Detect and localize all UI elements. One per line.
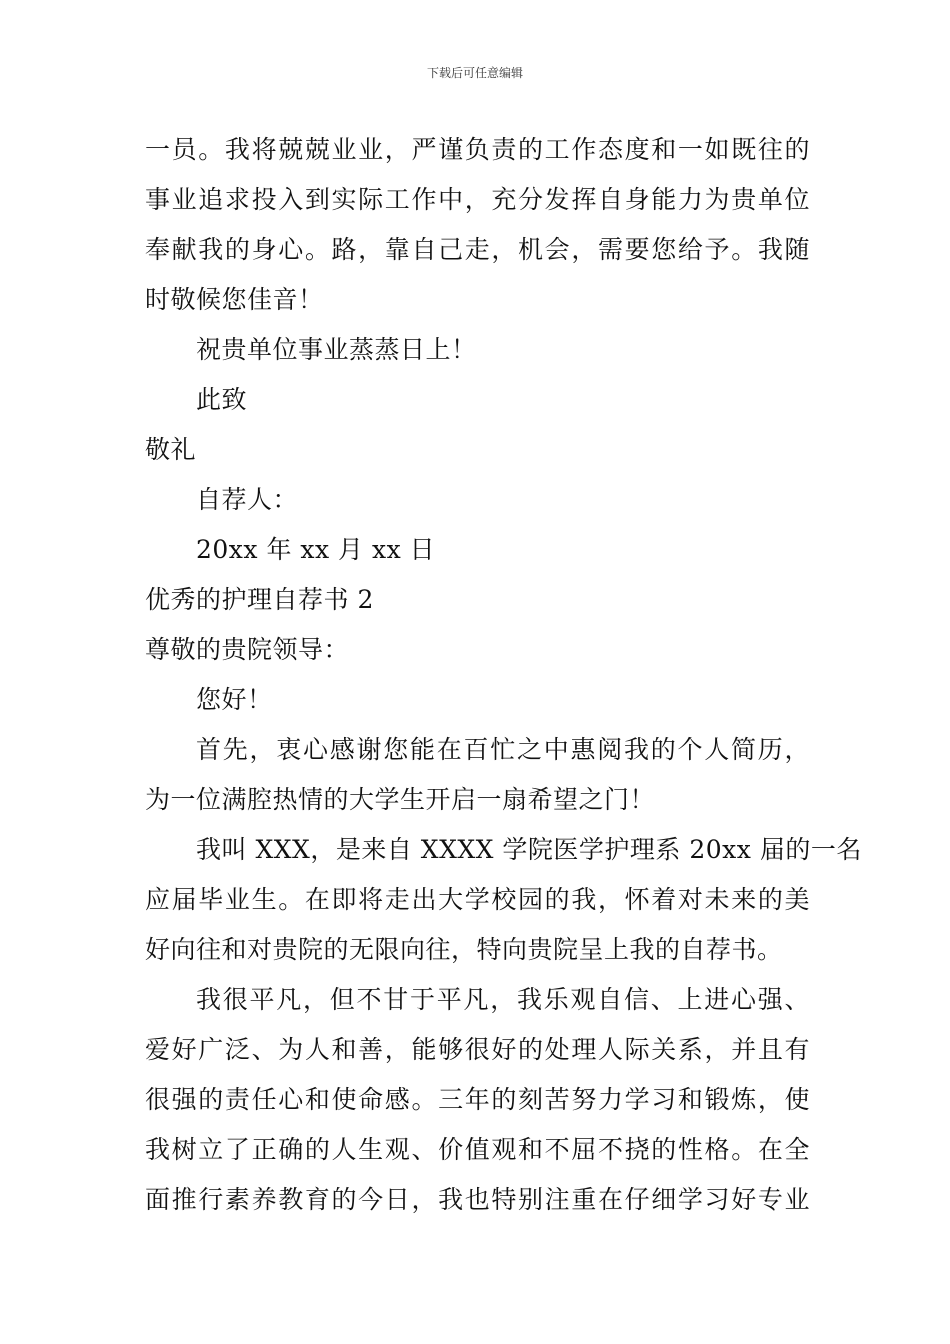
text-line: 我叫 XXX，是来自 XXXX 学院医学护理系 20xx 届的一名 [196,835,862,864]
page-header: 下载后可任意编辑 [426,66,523,80]
text-line: 时敬候您佳音！ [145,285,324,314]
text-line: 祝贵单位事业蒸蒸日上！ [196,335,477,364]
text-line: 很强的责任心和使命感。三年的刻苦努力学习和锻炼，使 [145,1085,810,1114]
text-line: 事业追求投入到实际工作中，充分发挥自身能力为贵单位 [145,185,810,214]
text-line: 自荐人： [196,485,299,514]
text-line: 奉献我的身心。路，靠自己走，机会，需要您给予。我随 [145,235,810,264]
text-line: 好向往和对贵院的无限向往，特向贵院呈上我的自荐书。 [145,935,783,964]
text-line: 敬礼 [145,435,197,464]
text-line: 尊敬的贵院领导： [145,635,350,664]
text-line: 应届毕业生。在即将走出大学校园的我，怀着对未来的美 [145,885,810,914]
text-line: 一员。我将兢兢业业，严谨负责的工作态度和一如既往的 [145,135,810,164]
text-line: 您好！ [196,685,273,714]
text-line: 我很平凡，但不甘于平凡，我乐观自信、上进心强、 [196,985,810,1014]
text-line: 爱好广泛、为人和善，能够很好的处理人际关系，并且有 [145,1035,810,1064]
text-line: 面推行素养教育的今日，我也特别注重在仔细学习好专业 [145,1185,810,1214]
text-line: 首先，衷心感谢您能在百忙之中惠阅我的个人简历， [196,735,810,764]
text-line: 20xx 年 xx 月 xx 日 [196,535,436,564]
text-line: 我树立了正确的人生观、价值观和不屈不挠的性格。在全 [145,1135,810,1164]
text-line: 为一位满腔热情的大学生开启一扇希望之门！ [145,785,656,814]
document-body [145,125,862,1225]
text-line: 此致 [196,385,248,414]
text-line: 优秀的护理自荐书 2 [145,585,374,614]
